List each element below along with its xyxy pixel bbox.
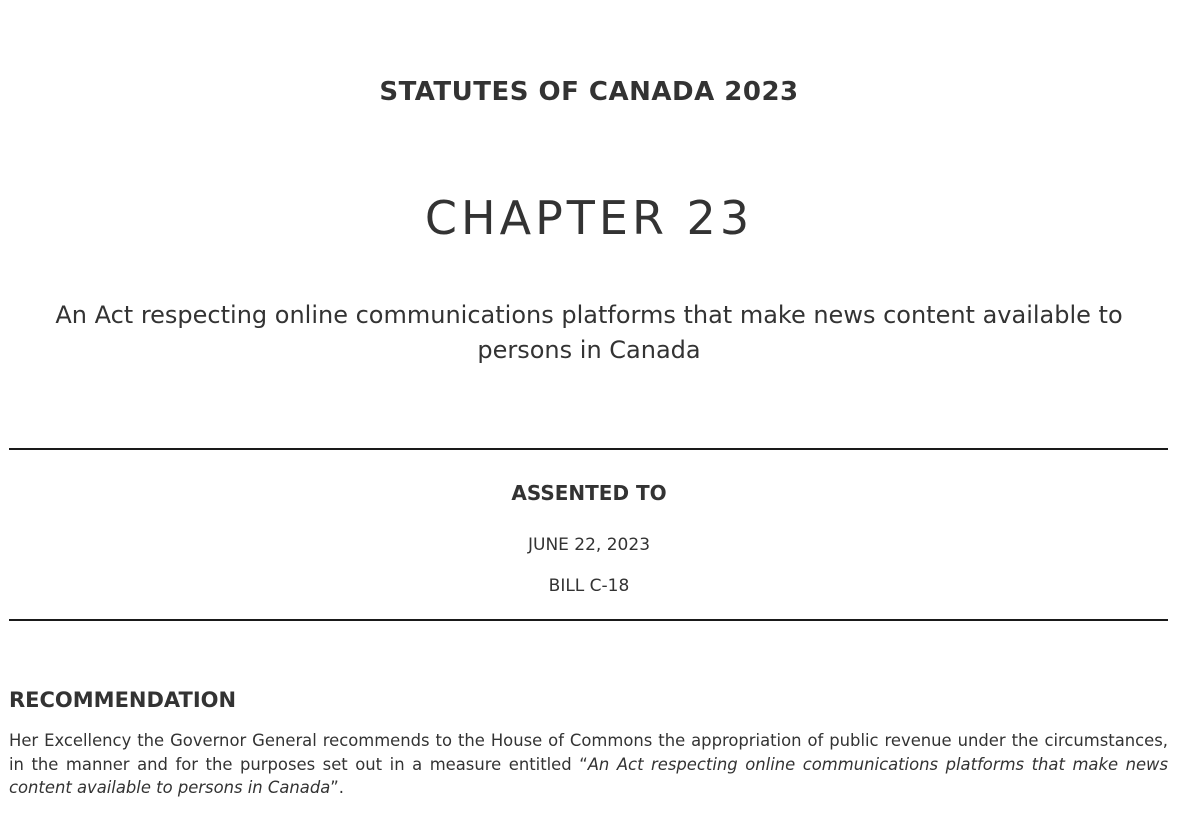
act-long-title: An Act respecting online communications platforms that make news content available to persons in Canada <box>55 301 1123 364</box>
recommendation-text-before: Her Excellency the Governor General recommends to the House of Commons the appropriation of public revenue under the circumstances, in the manner and for the purposes set out in a measure entitled “ <box>9 731 1168 774</box>
assent-date: JUNE 22, 2023 <box>527 535 651 555</box>
chapter-heading: CHAPTER 23 <box>424 191 754 245</box>
statutes-heading: STATUTES OF CANADA 2023 <box>379 77 799 107</box>
bill-number: BILL C-18 <box>548 576 630 596</box>
assent-heading: ASSENTED TO <box>511 481 667 505</box>
recommendation-heading: RECOMMENDATION <box>9 688 237 712</box>
recommendation-paragraph <box>9 729 1168 800</box>
divider-top <box>9 448 1168 450</box>
recommendation-act-title: An Act respecting online communications platforms that make news content available to persons in Canada <box>9 754 1168 798</box>
divider-bottom <box>9 619 1168 621</box>
recommendation-text-after: ”. <box>330 778 344 798</box>
